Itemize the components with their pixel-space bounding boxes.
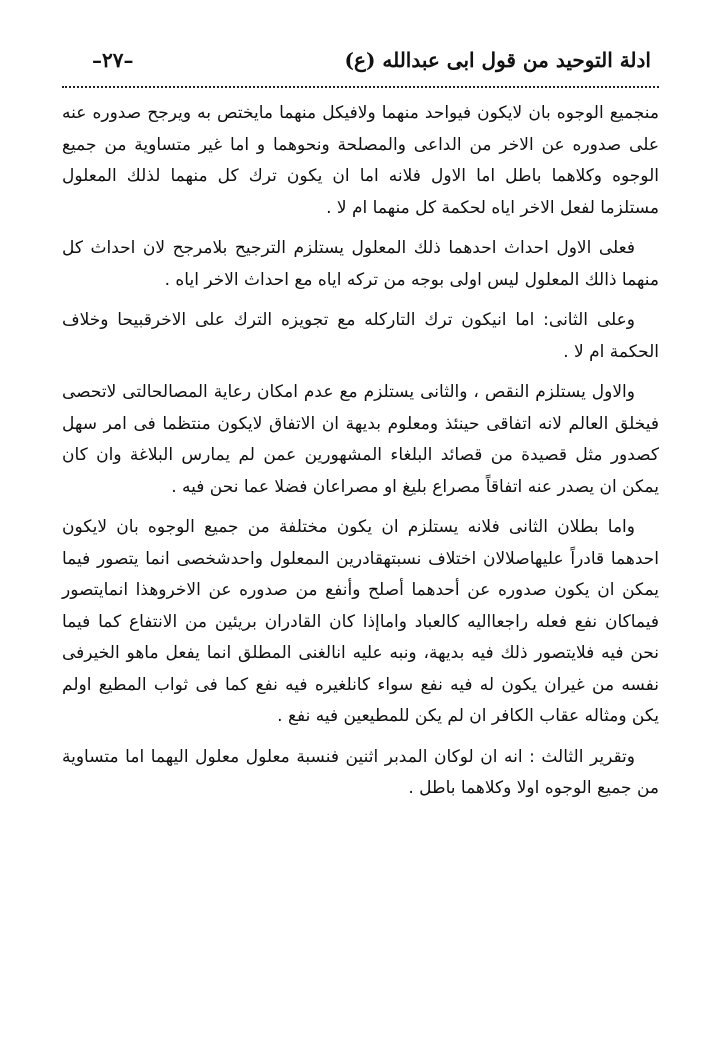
page-number: –٢٧– [92,48,134,72]
paragraph-1: منجميع الوجوه بان لايكون فيواحد منهما ولافيكل منهما مايختص به ويرجح صدوره عنه على صدوره عن الاخر من الداعى والمصلحة ونحوهما و اما غير متساوية من جميع الوجوه وكلاهما باطل اما الاول فلانه اما ان يكون ترك كل منهما لذلك المعلول مستلزما لفعل الاخر اياه لحكمة كل منهما ام لا . [62,103,659,218]
paragraph-4: والاول يستلزم النقص ، والثانى يستلزم مع عدم امكان رعاية المصالحالتى لاتحصى فيخلق العالم لانه اتفاقى حينئذ ومعلوم بديهة ان الاتفاق لايكون منتظما فى امر سهل كصدور مثل قصيدة من قصائد البلغاء المشهورين عمن لم يمارس البلاغة وان كان يمكن ان يصدر عنه اتفاقاً مصراع بليغ او مصراعان فضلا عما نحن فيه . [62,382,659,497]
paragraph-5: واما بطلان الثانى فلانه يستلزم ان يكون مختلفة من جميع الوجوه بان لايكون احدهما قادراً عليهاصلالان اختلاف نسبتهقادرين الىمعلول واحدشخصى انما يتصور فيما يمكن ان يكون صدوره عن أحدهما أصلح وأنفع من صدوره عن الاخروهذا انمايتصور فيماكان نفع فعله راجعااليه كالعباد واماإذا كان القادران بريئين من الانتفاع كما فيما نحن فيه فلايتصور ذلك فيه بديهة، ونبه عليه انالغنى المطلق انما يفعل ماهو الخيرفى نفسه من غيران يكون له فيه نفع سواء كانلغيره فيه نفع كما فى ثواب المطيع اولم يكن ومثاله عقاب الكافر ان لم يكن للمطيعين فيه نفع . [62,517,659,726]
page-header [92,42,651,82]
paragraph-6: وتقرير الثالث : انه ان لوكان المدبر اثنين فنسبة معلول معلول اليهما اما متساوية من جميع الوجوه اولا وكلاهما باطل . [62,746,659,798]
body-text [62,98,659,805]
header-dotted-rule [62,86,659,88]
paragraph-3: وعلى الثانى: اما انيكون ترك التاركله مع تجويزه الترك على الاخرقبيحا وخلاف الحكمة ام لا . [62,310,659,362]
running-title: ادلة التوحيد من قول ابى عبدالله (ع) [344,48,651,72]
paragraph-2: فعلى الاول احداث احدهما ذلك المعلول يستلزم الترجيح بلامرجح لان احداث كل منهما ذالك المعلول ليس اولى بوجه من تركه اياه مع احداث الاخر اياه . [62,238,659,290]
